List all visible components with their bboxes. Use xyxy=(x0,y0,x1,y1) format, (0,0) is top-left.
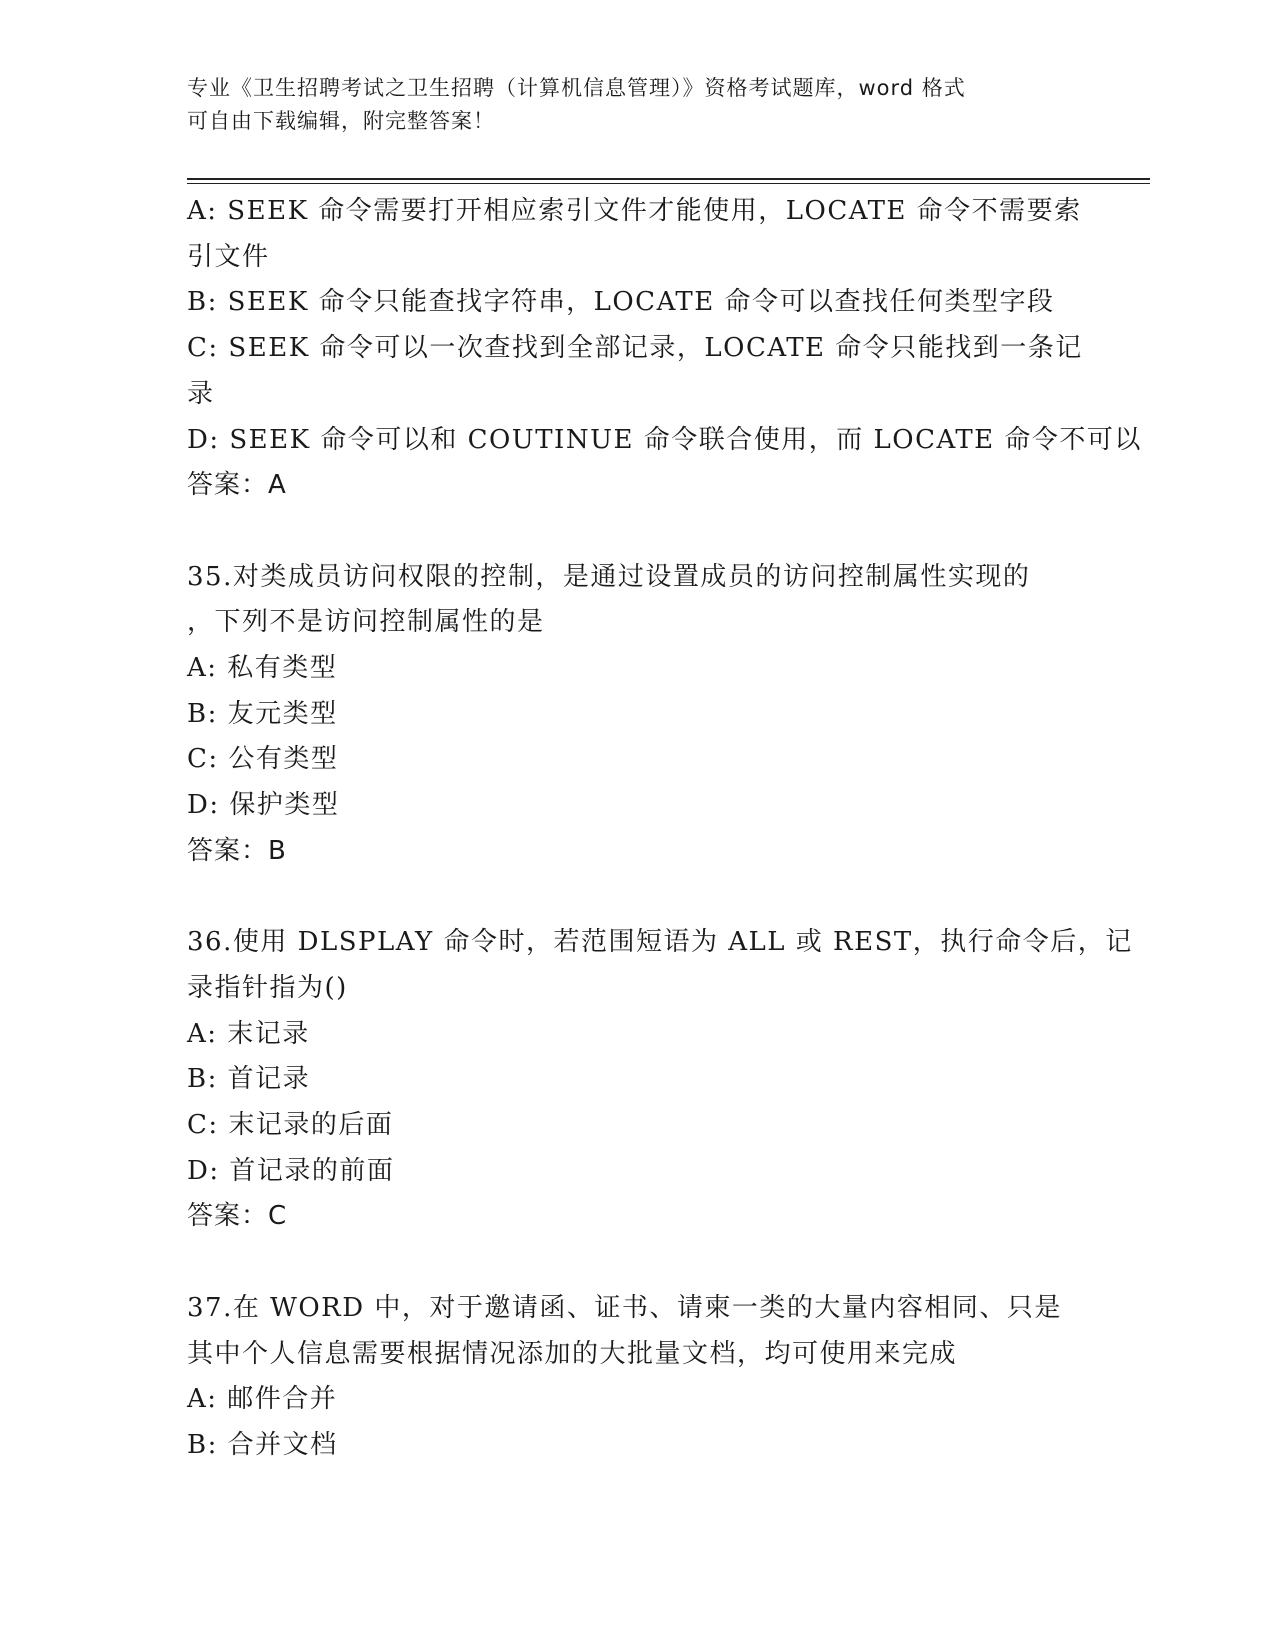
q35-answer: 答案：B xyxy=(187,835,287,866)
q35-option-c: C: 公有类型 xyxy=(187,744,339,775)
q37-stem-line-1: 37.在 WORD 中，对于邀请函、证书、请柬一类的大量内容相同、只是 xyxy=(187,1292,1062,1323)
q37-option-a: A: 邮件合并 xyxy=(187,1384,338,1415)
spacer xyxy=(187,509,1087,555)
document-header xyxy=(187,72,1087,138)
question-35-block xyxy=(187,555,1087,875)
q35-option-a: A: 私有类型 xyxy=(187,653,338,684)
q34-option-c-line-2: 录 xyxy=(187,378,215,409)
question-content xyxy=(187,189,1142,1469)
q36-stem-line-1: 36.使用 DLSPLAY 命令时，若范围短语为 ALL 或 REST，执行命令后，记 xyxy=(187,927,1133,958)
spacer xyxy=(187,1240,1087,1286)
spacer xyxy=(187,875,1087,921)
q34-answer: 答案：A xyxy=(187,470,287,501)
question-36-block xyxy=(187,920,1133,1240)
question-37-block xyxy=(187,1286,1087,1469)
q34-option-c-line-1: C: SEEK 命令可以一次查找到全部记录，LOCATE 命令只能找到一条记 xyxy=(187,333,1083,364)
q35-option-d: D: 保护类型 xyxy=(187,790,340,821)
q36-option-a: A: 末记录 xyxy=(187,1018,310,1049)
q36-option-d: D: 首记录的前面 xyxy=(187,1155,395,1186)
q35-option-b: B: 友元类型 xyxy=(187,698,338,729)
q34-option-d: D: SEEK 命令可以和 COUTINUE 命令联合使用，而 LOCATE 命令不可以 xyxy=(187,424,1142,455)
q37-stem-line-2: 其中个人信息需要根据情况添加的大批量文档，均可使用来完成 xyxy=(187,1338,958,1369)
q35-stem-line-1: 35.对类成员访问权限的控制，是通过设置成员的访问控制属性实现的 xyxy=(187,561,1031,592)
q34-option-b: B: SEEK 命令只能查找字符串，LOCATE 命令可以查找任何类型字段 xyxy=(187,287,1055,318)
q36-stem-line-2: 录指针指为() xyxy=(187,972,348,1003)
q34-option-a-line-1: A: SEEK 命令需要打开相应索引文件才能使用，LOCATE 命令不需要索 xyxy=(187,196,1082,226)
q36-option-b: B: 首记录 xyxy=(187,1064,311,1095)
question-34-block xyxy=(187,189,1142,509)
header-divider-thin xyxy=(187,183,1150,184)
q37-option-b: B: 合并文档 xyxy=(187,1429,338,1460)
q35-stem-line-2: ，下列不是访问控制属性的是 xyxy=(187,607,545,638)
header-divider-thick xyxy=(187,178,1150,180)
q36-option-c: C: 末记录的后面 xyxy=(187,1110,394,1141)
q34-option-a-line-2: 引文件 xyxy=(187,241,270,272)
header-line-2: 可自由下载编辑，附完整答案！ xyxy=(187,109,495,133)
q36-answer: 答案：C xyxy=(187,1201,288,1232)
header-line-1: 专业《卫生招聘考试之卫生招聘（计算机信息管理）》资格考试题库，word 格式 xyxy=(187,76,966,100)
